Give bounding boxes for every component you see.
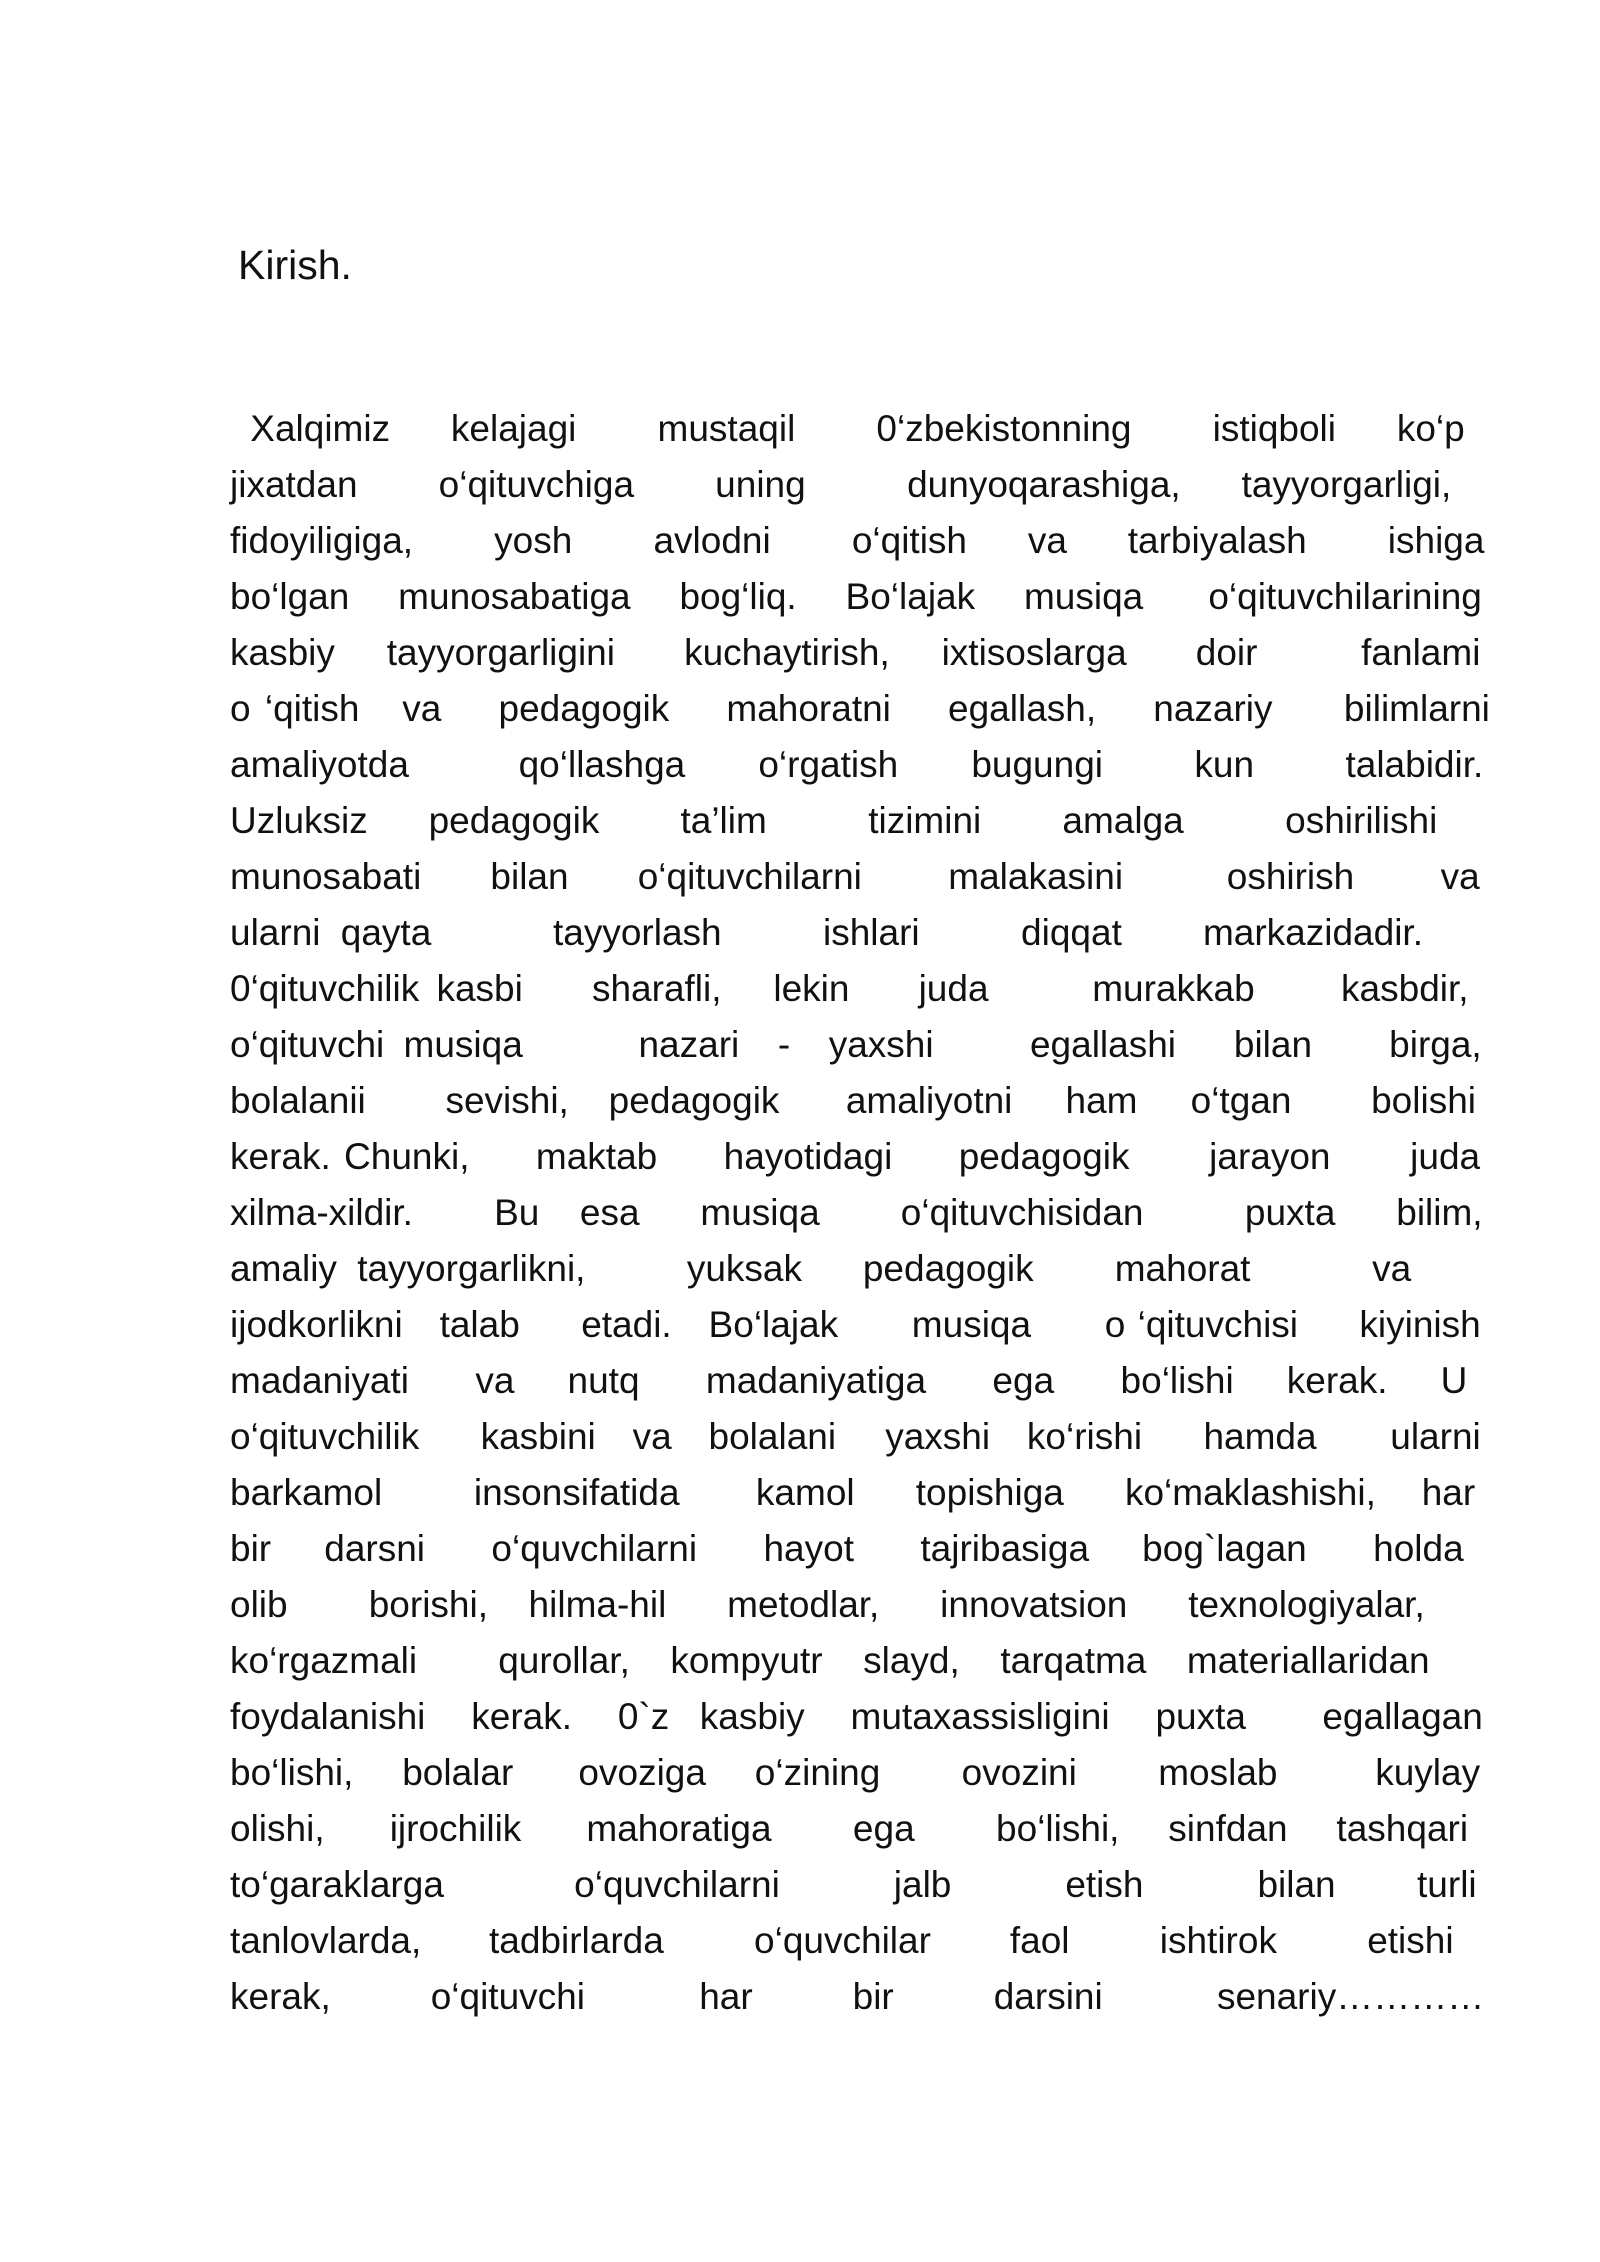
text-line: foydalanishi kerak. 0`z kasbiy mutaxassisligini puxta egallagan bbox=[230, 1696, 1483, 1737]
document-heading: Kirish. bbox=[238, 242, 352, 288]
text-line: to‘garaklarga o‘quvchilarni jalb etish bilan turli bbox=[230, 1864, 1477, 1905]
text-line: xilma-xildir. Bu esa musiqa o‘qituvchisidan puxta bilim, bbox=[230, 1192, 1483, 1233]
text-line: kasbiy tayyorgarligini kuchaytirish, ixtisoslarga doir fanlami bbox=[230, 632, 1481, 673]
text-line: amaliy tayyorgarlikni, yuksak pedagogik mahorat va bbox=[230, 1248, 1412, 1289]
text-line: kerak. Chunki, maktab hayotidagi pedagogik jarayon juda bbox=[230, 1136, 1481, 1177]
text-line: fidoyiligiga, yosh avlodni o‘qitish va tarbiyalash ishiga bbox=[230, 520, 1485, 561]
text-line: 0‘qituvchilik kasbi sharafli, lekin juda murakkab kasbdir, bbox=[230, 968, 1469, 1009]
text-line: ko‘rgazmali qurollar, kompyutr slayd, tarqatma materiallaridan bbox=[230, 1640, 1430, 1681]
text-line: olishi, ijrochilik mahoratiga ega bo‘lishi, sinfdan tashqari bbox=[230, 1808, 1469, 1849]
text-line: bo‘lishi, bolalar ovoziga o‘zining ovozini moslab kuylay bbox=[230, 1752, 1481, 1793]
text-line: kerak, o‘qituvchi har bir darsini senariy………… bbox=[230, 1976, 1485, 2017]
text-line: amaliyotda qo‘llashga o‘rgatish bugungi kun talabidir. bbox=[230, 744, 1484, 785]
text-line: tanlovlarda, tadbirlarda o‘quvchilar faol ishtirok etishi bbox=[230, 1920, 1454, 1961]
text-line: jixatdan o‘qituvchiga uning dunyoqarashiga, tayyorgarligi, bbox=[230, 464, 1452, 505]
text-line: bolalanii sevishi, pedagogik amaliyotni ham o‘tgan bolishi bbox=[230, 1080, 1476, 1121]
text-line: bir darsni o‘quvchilarni hayot tajribasiga bog`lagan holda bbox=[230, 1528, 1464, 1569]
text-line: olib borishi, hilma-hil metodlar, innovatsion texnologiyalar, bbox=[230, 1584, 1425, 1625]
text-line: o ‘qitish va pedagogik mahoratni egallash, nazariy bilimlarni bbox=[230, 688, 1490, 729]
text-line: o‘qituvchi musiqa nazari - yaxshi egallashi bilan birga, bbox=[230, 1024, 1482, 1065]
text-line: ijodkorlikni talab etadi. Bo‘lajak musiqa o ‘qituvchisi kiyinish bbox=[230, 1304, 1481, 1345]
document-body bbox=[230, 401, 1490, 2025]
text-line: barkamol insonsifatida kamol topishiga ko‘maklashishi, har bbox=[230, 1472, 1476, 1513]
text-line: ularni qayta tayyorlash ishlari diqqat markazidadir. bbox=[230, 912, 1423, 953]
text-line: Uzluksiz pedagogik ta’lim tizimini amalga oshirilishi bbox=[230, 800, 1438, 841]
text-line: Xalqimiz kelajagi mustaqil 0‘zbekistonning istiqboli ko‘p bbox=[230, 408, 1465, 449]
text-line: madaniyati va nutq madaniyatiga ega bo‘lishi kerak. U bbox=[230, 1360, 1468, 1401]
text-line: bo‘lgan munosabatiga bog‘liq. Bo‘lajak musiqa o‘qituvchilarining bbox=[230, 576, 1482, 617]
text-line: munosabati bilan o‘qituvchilarni malakasini oshirish va bbox=[230, 856, 1480, 897]
text-line: o‘qituvchilik kasbini va bolalani yaxshi ko‘rishi hamda ularni bbox=[230, 1416, 1481, 1457]
